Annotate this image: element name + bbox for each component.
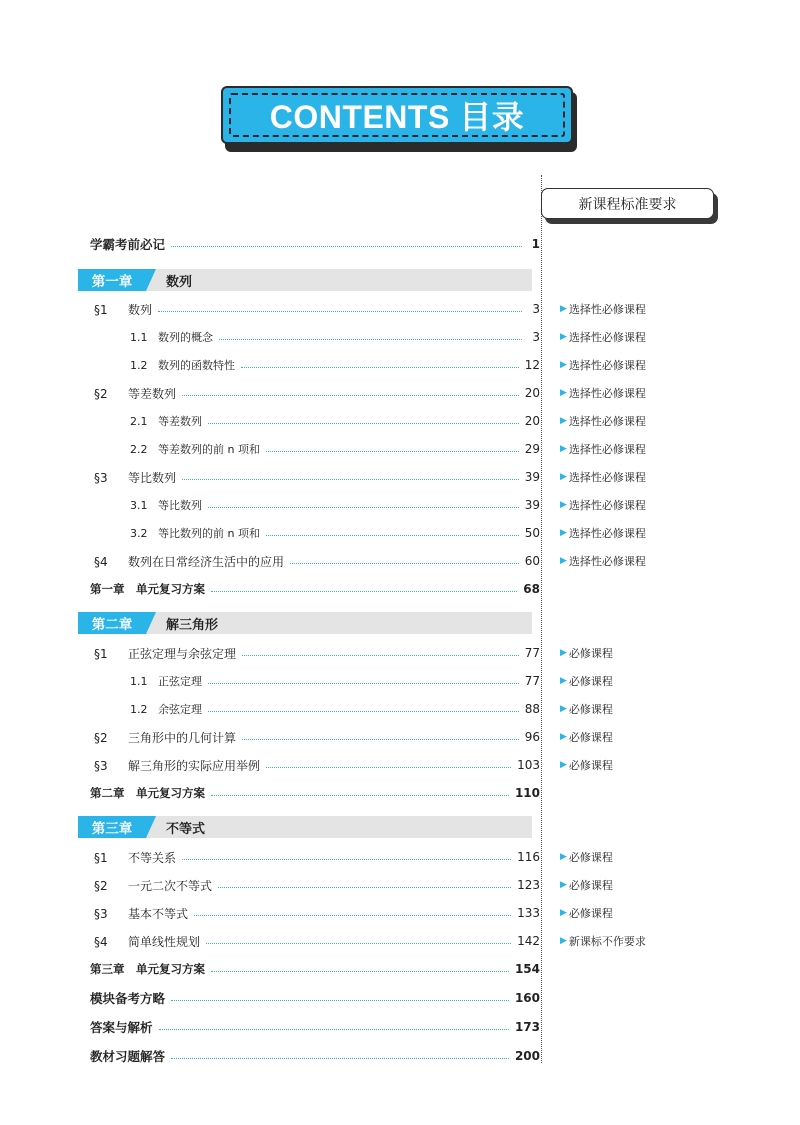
toc-entry-section[interactable] xyxy=(94,847,540,867)
section-number: §3 xyxy=(94,758,108,773)
leader-dots xyxy=(194,915,511,916)
subsection-number: 1.1 xyxy=(130,675,148,688)
requirement-tag xyxy=(560,356,646,374)
toc-entry-appendix[interactable] xyxy=(90,1046,540,1066)
toc-entry-label: 等比数列 xyxy=(128,470,177,485)
leader-dots xyxy=(208,423,519,424)
requirement-text: 必修课程 xyxy=(568,879,613,892)
toc-entry-label: 第二章 单元复习方案 xyxy=(90,786,205,800)
triangle-marker-icon: ▶ xyxy=(560,388,567,398)
leader-dots xyxy=(158,311,522,312)
chapter-badge: 第二章 xyxy=(78,612,146,634)
toc-entry-page: 77 xyxy=(524,646,540,660)
leader-dots xyxy=(159,1029,509,1030)
toc-entry-label: 学霸考前必记 xyxy=(90,237,166,252)
toc-entry-label: 正弦定理 xyxy=(158,675,202,688)
section-number: §4 xyxy=(94,934,108,949)
subsection-number: 2.1 xyxy=(130,415,148,428)
leader-dots xyxy=(242,739,519,740)
page-title: CONTENTS 目录 xyxy=(269,99,525,135)
toc-entry-subsection[interactable] xyxy=(130,495,540,515)
standard-header: 新课程标准要求 xyxy=(541,188,714,219)
subsection-number: 1.2 xyxy=(130,359,148,372)
leader-dots xyxy=(211,795,509,796)
toc-entry-label: 余弦定理 xyxy=(158,703,202,716)
requirement-text: 选择性必修课程 xyxy=(568,471,646,484)
requirement-tag xyxy=(560,904,613,922)
leader-dots xyxy=(208,683,519,684)
toc-entry-label: 基本不等式 xyxy=(128,906,189,921)
toc-entry-label: 等差数列 xyxy=(128,386,177,401)
leader-dots xyxy=(171,246,522,247)
requirement-tag xyxy=(560,384,646,402)
toc-entry-page: 160 xyxy=(514,991,540,1005)
leader-dots xyxy=(266,535,519,536)
section-number: §3 xyxy=(94,470,108,485)
section-number: §1 xyxy=(94,646,108,661)
toc-entry-page: 60 xyxy=(524,554,540,568)
title-banner xyxy=(221,86,573,144)
requirement-tag xyxy=(560,876,613,894)
toc-entry-subsection[interactable] xyxy=(130,439,540,459)
toc-entry-label: 数列的函数特性 xyxy=(158,359,235,372)
requirement-text: 必修课程 xyxy=(568,851,613,864)
chapter-title: 解三角形 xyxy=(166,617,219,633)
leader-dots xyxy=(218,887,511,888)
toc-entry-page: 154 xyxy=(514,962,540,976)
requirement-tag xyxy=(560,728,613,746)
leader-dots xyxy=(171,1058,509,1059)
requirement-tag xyxy=(560,412,646,430)
chapter-badge: 第一章 xyxy=(78,269,146,291)
toc-entry-section[interactable] xyxy=(94,467,540,487)
toc-entry-review[interactable] xyxy=(90,579,540,599)
triangle-marker-icon: ▶ xyxy=(560,304,567,314)
toc-entry-section[interactable] xyxy=(94,643,540,663)
toc-entry-subsection[interactable] xyxy=(130,327,540,347)
toc-entry-intro[interactable] xyxy=(90,234,540,254)
leader-dots xyxy=(266,451,519,452)
leader-dots xyxy=(208,507,519,508)
requirement-text: 选择性必修课程 xyxy=(568,387,646,400)
toc-entry-label: 答案与解析 xyxy=(90,1020,153,1035)
title-banner-dashed-border xyxy=(229,93,565,137)
toc-entry-review[interactable] xyxy=(90,783,540,803)
subsection-number: 1.1 xyxy=(130,331,148,344)
toc-entry-label: 解三角形的实际应用举例 xyxy=(128,758,261,773)
toc-entry-page: 200 xyxy=(514,1049,540,1063)
toc-entry-label: 正弦定理与余弦定理 xyxy=(128,646,237,661)
leader-dots xyxy=(242,655,519,656)
toc-entry-page: 96 xyxy=(524,730,540,744)
toc-entry-label: 教材习题解答 xyxy=(90,1049,166,1064)
toc-entry-label: 简单线性规划 xyxy=(128,934,201,949)
subsection-number: 3.1 xyxy=(130,499,148,512)
triangle-marker-icon: ▶ xyxy=(560,760,567,770)
toc-entry-page: 20 xyxy=(524,386,540,400)
requirement-text: 选择性必修课程 xyxy=(568,499,646,512)
requirement-tag xyxy=(560,328,646,346)
toc-entry-page: 39 xyxy=(524,498,540,512)
toc-entry-section[interactable] xyxy=(94,875,540,895)
triangle-marker-icon: ▶ xyxy=(560,936,567,946)
leader-dots xyxy=(182,395,519,396)
toc-entry-label: 第三章 单元复习方案 xyxy=(90,962,205,976)
toc-entry-page: 110 xyxy=(514,786,540,800)
triangle-marker-icon: ▶ xyxy=(560,852,567,862)
toc-entry-subsection[interactable] xyxy=(130,671,540,691)
requirement-text: 必修课程 xyxy=(568,731,613,744)
toc-entry-section[interactable] xyxy=(94,551,540,571)
subsection-number: 3.2 xyxy=(130,527,148,540)
toc-entry-label: 等差数列的前 n 项和 xyxy=(158,443,260,456)
requirement-tag xyxy=(560,700,613,718)
toc-entry-page: 173 xyxy=(514,1020,540,1034)
toc-entry-section[interactable] xyxy=(94,383,540,403)
requirement-tag xyxy=(560,440,646,458)
requirement-text: 选择性必修课程 xyxy=(568,443,646,456)
requirement-tag xyxy=(560,524,646,542)
toc-entry-page: 88 xyxy=(524,702,540,716)
toc-entry-section[interactable] xyxy=(94,755,540,775)
triangle-marker-icon: ▶ xyxy=(560,648,567,658)
requirement-text: 新课标不作要求 xyxy=(568,935,646,948)
toc-entry-page: 116 xyxy=(517,850,540,864)
toc-entry-page: 142 xyxy=(517,934,540,948)
triangle-marker-icon: ▶ xyxy=(560,528,567,538)
toc-entry-page: 3 xyxy=(532,330,540,344)
requirement-text: 选择性必修课程 xyxy=(568,359,646,372)
triangle-marker-icon: ▶ xyxy=(560,908,567,918)
toc-entry-section[interactable] xyxy=(94,727,540,747)
section-number: §3 xyxy=(94,906,108,921)
requirement-text: 选择性必修课程 xyxy=(568,331,646,344)
requirement-text: 选择性必修课程 xyxy=(568,555,646,568)
chapter-title: 不等式 xyxy=(166,821,206,837)
triangle-marker-icon: ▶ xyxy=(560,360,567,370)
requirement-text: 必修课程 xyxy=(568,647,613,660)
requirement-tag xyxy=(560,552,646,570)
toc-entry-label: 三角形中的几何计算 xyxy=(128,730,237,745)
leader-dots xyxy=(266,767,511,768)
toc-entry-subsection[interactable] xyxy=(130,411,540,431)
toc-entry-page: 20 xyxy=(524,414,540,428)
section-number: §2 xyxy=(94,386,108,401)
triangle-marker-icon: ▶ xyxy=(560,676,567,686)
triangle-marker-icon: ▶ xyxy=(560,500,567,510)
chapter-header[interactable] xyxy=(78,269,532,291)
chapter-header[interactable] xyxy=(78,816,532,838)
requirement-tag xyxy=(560,932,646,950)
toc-entry-page: 50 xyxy=(524,526,540,540)
toc-entry-subsection[interactable] xyxy=(130,523,540,543)
leader-dots xyxy=(211,591,517,592)
requirement-tag xyxy=(560,848,613,866)
requirement-tag xyxy=(560,756,613,774)
section-number: §2 xyxy=(94,730,108,745)
toc-entry-subsection[interactable] xyxy=(130,355,540,375)
requirement-tag xyxy=(560,300,646,318)
toc-entry-section[interactable] xyxy=(94,931,540,951)
requirement-tag xyxy=(560,672,613,690)
requirement-text: 必修课程 xyxy=(568,703,613,716)
triangle-marker-icon: ▶ xyxy=(560,472,567,482)
toc-entry-section[interactable] xyxy=(94,903,540,923)
toc-entry-page: 103 xyxy=(517,758,540,772)
leader-dots xyxy=(290,563,519,564)
toc-entry-label: 第一章 单元复习方案 xyxy=(90,582,205,596)
requirement-text: 选择性必修课程 xyxy=(568,303,646,316)
toc-entry-page: 68 xyxy=(523,582,540,596)
toc-entry-page: 3 xyxy=(532,302,540,316)
triangle-marker-icon: ▶ xyxy=(560,416,567,426)
triangle-marker-icon: ▶ xyxy=(560,332,567,342)
leader-dots xyxy=(241,367,519,368)
toc-entry-appendix[interactable] xyxy=(90,1017,540,1037)
requirement-text: 必修课程 xyxy=(568,675,613,688)
chapter-badge: 第三章 xyxy=(78,816,146,838)
toc-entry-review[interactable] xyxy=(90,959,540,979)
requirement-text: 必修课程 xyxy=(568,907,613,920)
leader-dots xyxy=(171,1000,509,1001)
toc-entry-label: 等比数列 xyxy=(158,499,202,512)
subsection-number: 2.2 xyxy=(130,443,148,456)
toc-entry-page: 77 xyxy=(524,674,540,688)
toc-entry-label: 模块备考方略 xyxy=(90,991,166,1006)
toc-entry-page: 123 xyxy=(517,878,540,892)
toc-entry-label: 等比数列的前 n 项和 xyxy=(158,527,260,540)
column-divider xyxy=(541,175,542,1063)
section-number: §1 xyxy=(94,850,108,865)
toc-entry-label: 一元二次不等式 xyxy=(128,878,213,893)
toc-entry-section[interactable] xyxy=(94,299,540,319)
section-number: §1 xyxy=(94,302,108,317)
toc-entry-label: 数列在日常经济生活中的应用 xyxy=(128,554,285,569)
toc-entry-page: 12 xyxy=(524,358,540,372)
chapter-title: 数列 xyxy=(166,274,193,290)
toc-entry-page: 39 xyxy=(524,470,540,484)
leader-dots xyxy=(182,859,511,860)
requirement-text: 必修课程 xyxy=(568,759,613,772)
chapter-header[interactable] xyxy=(78,612,532,634)
requirement-text: 选择性必修课程 xyxy=(568,527,646,540)
toc-entry-page: 133 xyxy=(517,906,540,920)
leader-dots xyxy=(208,711,519,712)
toc-entry-label: 数列的概念 xyxy=(158,331,213,344)
triangle-marker-icon: ▶ xyxy=(560,556,567,566)
toc-entry-label: 数列 xyxy=(128,302,153,317)
section-number: §4 xyxy=(94,554,108,569)
leader-dots xyxy=(206,943,511,944)
toc-entry-page: 29 xyxy=(524,442,540,456)
triangle-marker-icon: ▶ xyxy=(560,732,567,742)
toc-entry-page: 1 xyxy=(531,237,540,251)
toc-entry-appendix[interactable] xyxy=(90,988,540,1008)
toc-entry-subsection[interactable] xyxy=(130,699,540,719)
leader-dots xyxy=(182,479,519,480)
triangle-marker-icon: ▶ xyxy=(560,880,567,890)
requirement-tag xyxy=(560,468,646,486)
toc-entry-label: 等差数列 xyxy=(158,415,202,428)
leader-dots xyxy=(219,339,522,340)
requirement-tag xyxy=(560,496,646,514)
leader-dots xyxy=(211,971,509,972)
triangle-marker-icon: ▶ xyxy=(560,704,567,714)
requirement-tag xyxy=(560,644,613,662)
toc-entry-label: 不等关系 xyxy=(128,850,177,865)
subsection-number: 1.2 xyxy=(130,703,148,716)
requirement-text: 选择性必修课程 xyxy=(568,415,646,428)
triangle-marker-icon: ▶ xyxy=(560,444,567,454)
section-number: §2 xyxy=(94,878,108,893)
